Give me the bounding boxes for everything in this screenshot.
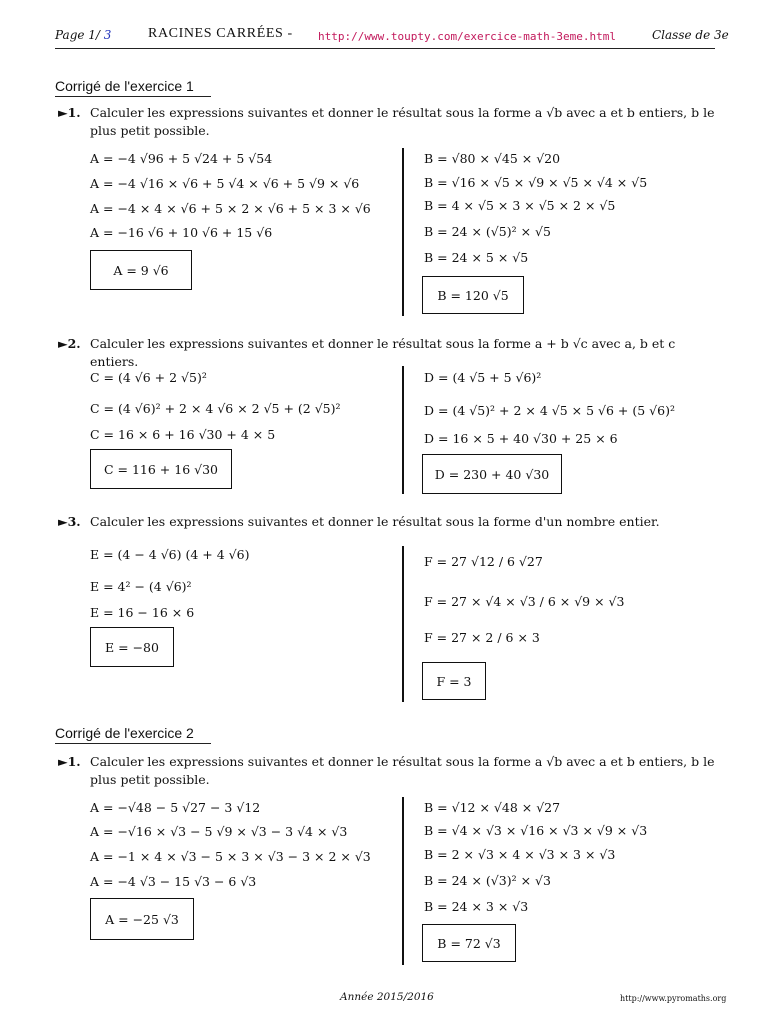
calc-line: B = √16 × √5 × √9 × √5 × √4 × √5 xyxy=(424,175,648,190)
answer-box: B = 72 √3 xyxy=(422,924,516,962)
calc-line: A = −16 √6 + 10 √6 + 15 √6 xyxy=(90,225,273,240)
calc-line: A = −4 × 4 × √6 + 5 × 2 × √6 + 5 × 3 × √6 xyxy=(90,201,371,216)
section-title: Corrigé de l'exercice 2 xyxy=(55,725,194,741)
calc-line: A = −√48 − 5 √27 − 3 √12 xyxy=(90,800,261,815)
calc-line: B = √4 × √3 × √16 × √3 × √9 × √3 xyxy=(424,823,648,838)
question-text: Calculer les expressions suivantes et donner le résultat sous la forme d'un nombre entier. xyxy=(90,514,660,529)
answer-box: A = 9 √6 xyxy=(90,250,192,290)
column-separator xyxy=(402,546,404,702)
question-text: Calculer les expressions suivantes et donner le résultat sous la forme a √b avec a et b entiers, b le plus petit possible. xyxy=(90,754,715,787)
section-title: Corrigé de l'exercice 1 xyxy=(55,78,194,94)
calc-line: E = (4 − 4 √6) (4 + 4 √6) xyxy=(90,547,250,562)
section-underline xyxy=(55,96,211,97)
column-separator xyxy=(402,797,404,965)
question-text: Calculer les expressions suivantes et donner le résultat sous la forme a + b √c avec a, b et c entiers. xyxy=(90,336,676,369)
calc-line: E = 4² − (4 √6)² xyxy=(90,579,192,594)
answer-box: E = −80 xyxy=(90,627,174,667)
answer-box: B = 120 √5 xyxy=(422,276,524,314)
calc-line: F = 27 √12 / 6 √27 xyxy=(424,554,543,569)
answer-box: A = −25 √3 xyxy=(90,898,194,940)
answer-box: C = 116 + 16 √30 xyxy=(90,449,232,489)
calc-line: A = −4 √96 + 5 √24 + 5 √54 xyxy=(90,151,273,166)
calc-line: B = 24 × (√5)² × √5 xyxy=(424,224,551,239)
calc-line: D = (4 √5)² + 2 × 4 √5 × 5 √6 + (5 √6)² xyxy=(424,403,675,418)
document-title: RACINES CARRÉES - xyxy=(148,26,293,41)
calc-line: B = √80 × √45 × √20 xyxy=(424,151,561,166)
question-text: Calculer les expressions suivantes et donner le résultat sous la forme a √b avec a et b entiers, b le plus petit possible. xyxy=(90,105,715,138)
answer-box: D = 230 + 40 √30 xyxy=(422,454,562,494)
answer-box: F = 3 xyxy=(422,662,486,700)
calc-line: C = 16 × 6 + 16 √30 + 4 × 5 xyxy=(90,427,276,442)
page-total-link[interactable]: 3 xyxy=(103,28,112,42)
calc-line: C = (4 √6 + 2 √5)² xyxy=(90,370,207,385)
calc-line: C = (4 √6)² + 2 × 4 √6 × 2 √5 + (2 √5)² xyxy=(90,401,341,416)
calc-line: A = −1 × 4 × √3 − 5 × 3 × √3 − 3 × 2 × √3 xyxy=(90,849,371,864)
class-label: Classe de 3e xyxy=(652,28,729,42)
calc-line: D = (4 √5 + 5 √6)² xyxy=(424,370,542,385)
page-number: Page 1/ 3 xyxy=(55,28,112,42)
calc-line: B = 24 × (√3)² × √3 xyxy=(424,873,551,888)
calc-line: B = 24 × 3 × √3 xyxy=(424,899,529,914)
calc-line: F = 27 × √4 × √3 / 6 × √9 × √3 xyxy=(424,594,625,609)
column-separator xyxy=(402,148,404,316)
column-separator xyxy=(402,366,404,494)
calc-line: B = 24 × 5 × √5 xyxy=(424,250,529,265)
header-rule xyxy=(55,48,715,49)
calc-line: B = 2 × √3 × 4 × √3 × 3 × √3 xyxy=(424,847,616,862)
question-number: ►3. xyxy=(58,514,81,529)
calc-line: B = 4 × √5 × 3 × √5 × 2 × √5 xyxy=(424,198,616,213)
question-number: ►2. xyxy=(58,336,81,351)
footer-year: Année 2015/2016 xyxy=(340,991,434,1003)
calc-line: F = 27 × 2 / 6 × 3 xyxy=(424,630,540,645)
section-underline xyxy=(55,743,211,744)
calc-line: B = √12 × √48 × √27 xyxy=(424,800,561,815)
question-number: ►1. xyxy=(58,754,81,769)
calc-line: E = 16 − 16 × 6 xyxy=(90,605,195,620)
calc-line: A = −√16 × √3 − 5 √9 × √3 − 3 √4 × √3 xyxy=(90,824,348,839)
footer-site-link[interactable]: http://www.pyromaths.org xyxy=(620,994,727,1003)
calc-line: A = −4 √3 − 15 √3 − 6 √3 xyxy=(90,874,257,889)
question-number: ►1. xyxy=(58,105,81,120)
calc-line: A = −4 √16 × √6 + 5 √4 × √6 + 5 √9 × √6 xyxy=(90,176,360,191)
source-url-link[interactable]: http://www.toupty.com/exercice-math-3eme.html xyxy=(318,30,617,43)
calc-line: D = 16 × 5 + 40 √30 + 25 × 6 xyxy=(424,431,618,446)
